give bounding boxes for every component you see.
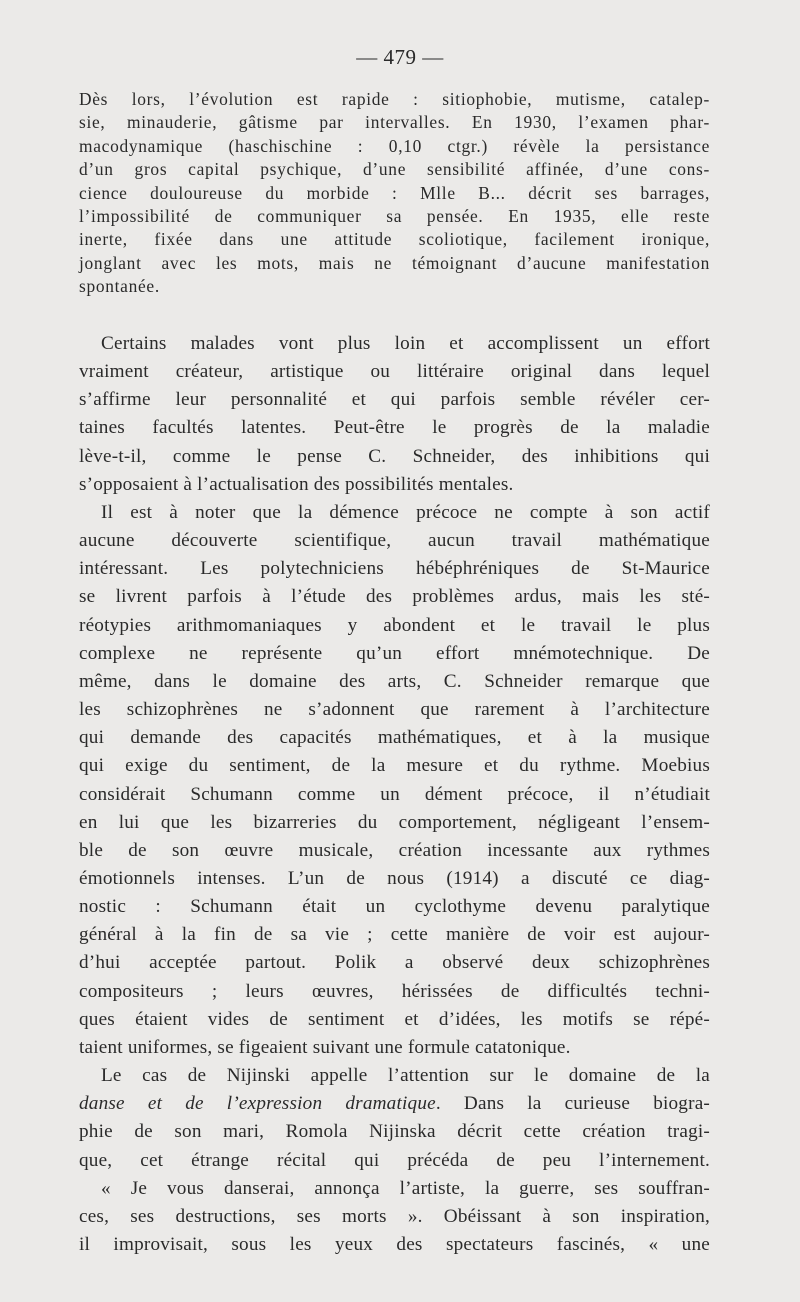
text-line: Il est à noter que la démence précoce ne compte à son actif [101, 501, 710, 523]
text-line: s’affirme leur personnalité et qui parfois semble révéler cer- [79, 389, 710, 411]
text-line: complexe ne représente qu’un effort mnémotechnique. De [79, 642, 710, 664]
text-line: macodynamique (haschischine : 0,10 ctgr.) révèle la persistance [79, 135, 710, 156]
text-line: s’opposaient à l’actualisation des possibilités mentales. [79, 473, 514, 495]
text-line: même, dans le domaine des arts, C. Schneider remarque que [79, 670, 710, 692]
text-line: ces, ses destructions, ses morts ». Obéissant à son inspiration, [79, 1205, 710, 1227]
text-line: inerte, fixée dans une attitude scoliotique, facilement ironique, [79, 229, 710, 250]
text-line: d’hui acceptée partout. Polik a observé deux schizophrènes [79, 952, 710, 974]
text-line: ques étaient vides de sentiment et d’idées, les motifs se répé- [79, 1008, 710, 1030]
text-line: Le cas de Nijinski appelle l’attention sur le domaine de la [101, 1065, 710, 1087]
text-line: en lui que les bizarreries du comportement, négligeant l’ensem- [79, 811, 710, 833]
text-line: « Je vous danserai, annonça l’artiste, la guerre, ses souffran- [101, 1177, 710, 1199]
text-line: réotypies arithmomaniaques y abondent et le travail le plus [79, 614, 710, 636]
text-line: se livrent parfois à l’étude des problèmes ardus, mais les sté- [79, 586, 710, 608]
text-line: Certains malades vont plus loin et accomplissent un effort [101, 333, 710, 354]
text-line: les schizophrènes ne s’adonnent que rarement à l’architecture [79, 699, 710, 721]
text-line: Dès lors, l’évolution est rapide : sitiophobie, mutisme, catalep- [79, 89, 710, 109]
text-line: qui exige du sentiment, de la mesure et du rythme. Moebius [79, 755, 710, 777]
paragraph-creative-effort [79, 330, 710, 1259]
text-line: d’un gros capital psychique, d’une sensibilité affinée, d’une cons- [79, 159, 710, 180]
text-line: intéressant. Les polytechniciens hébéphréniques de St-Maurice [79, 558, 710, 580]
text-line: que, cet étrange récital qui précéda de peu l’internement. [79, 1149, 710, 1171]
text-line: considérait Schumann comme un dément précoce, il n’étudiait [79, 783, 710, 805]
text-line: qui demande des capacités mathématiques, et à la musique [79, 727, 710, 749]
text-line: cience douloureuse du morbide : Mlle B... décrit ses barrages, [79, 182, 710, 203]
text-line: lève-t-il, comme le pense C. Schneider, des inhibitions qui [79, 445, 710, 467]
text-line: vraiment créateur, artistique ou littéraire original dans lequel [79, 361, 710, 383]
text-line: spontanée. [79, 276, 160, 297]
text-line: compositeurs ; leurs œuvres, hérissées de difficultés techni- [79, 980, 710, 1002]
text-fragment: . Dans la curieuse biogra- [435, 1093, 710, 1115]
text-line: taines facultés latentes. Peut-être le progrès de la maladie [79, 417, 710, 439]
text-line: ble de son œuvre musicale, création incessante aux rythmes [79, 839, 710, 861]
page-number: — 479 — [356, 45, 444, 69]
text-line: aucune découverte scientifique, aucun travail mathématique [79, 530, 710, 552]
text-line: il improvisait, sous les yeux des spectateurs fascinés, « une [79, 1234, 710, 1255]
text-line: jonglant avec les mots, mais ne témoignant d’aucune manifestation [79, 252, 710, 273]
text-line: l’impossibilité de communiquer sa pensée. En 1935, elle reste [79, 206, 710, 227]
italic-title: danse et de l’expression dramatique [79, 1093, 436, 1115]
paragraph-case-history [79, 88, 710, 299]
text-line: général à la fin de sa vie ; cette manière de voir est aujour- [79, 924, 710, 946]
text-line [79, 1090, 710, 1118]
text-line: sie, minauderie, gâtisme par intervalles. En 1930, l’examen phar- [79, 112, 710, 133]
text-line: nostic : Schumann était un cyclothyme devenu paralytique [79, 896, 710, 918]
text-line: taient uniformes, se figeaient suivant une formule catatonique. [79, 1036, 571, 1058]
text-line: phie de son mari, Romola Nijinska décrit cette création tragi- [79, 1121, 710, 1143]
text-line: émotionnels intenses. L’un de nous (1914) a discuté ce diag- [79, 867, 710, 889]
